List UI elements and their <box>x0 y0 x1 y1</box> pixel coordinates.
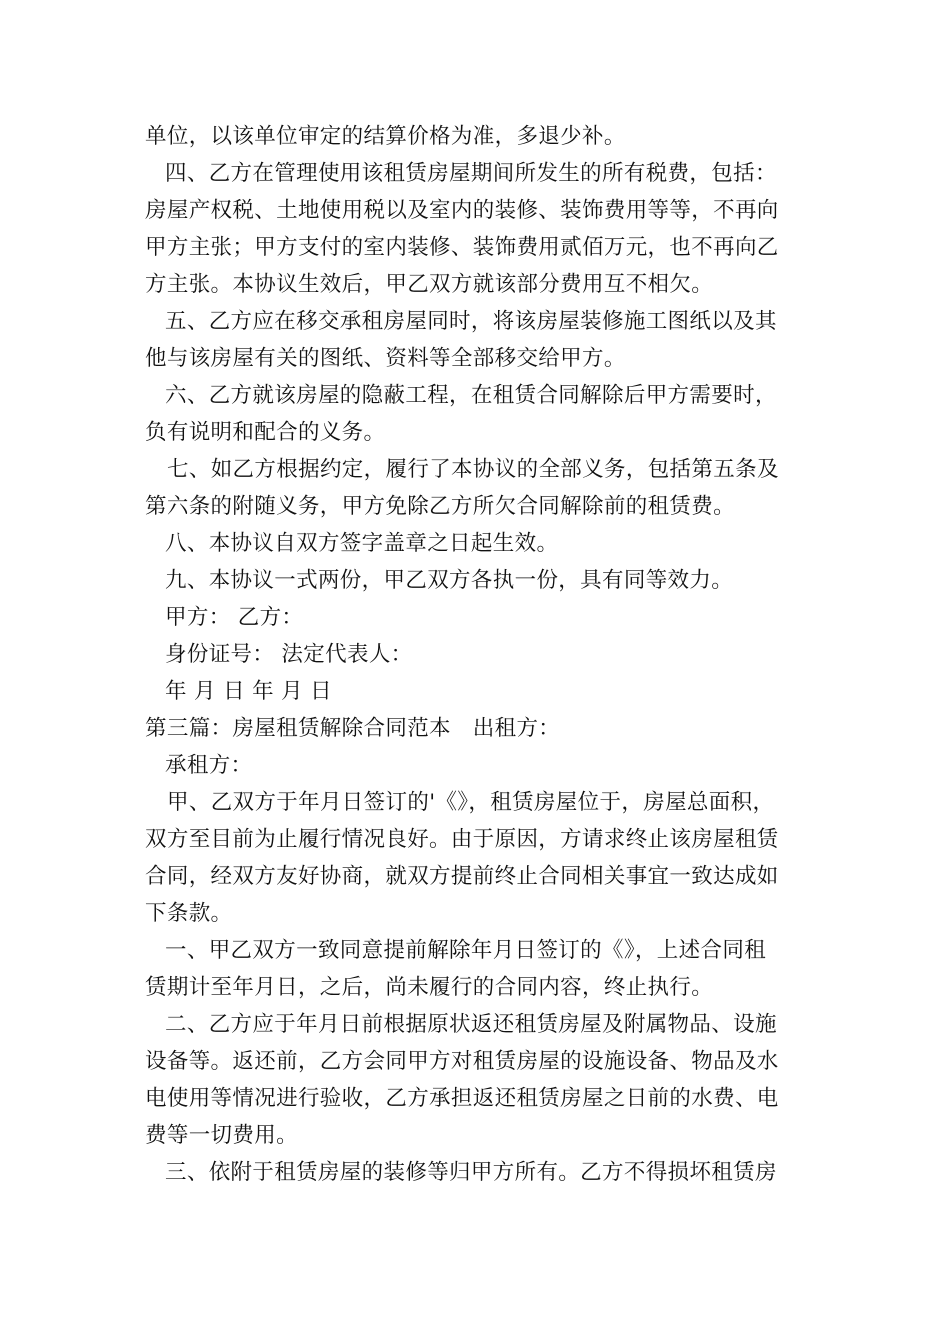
clause-four: 四、乙方在管理使用该租赁房屋期间所发生的所有税费，包括： <box>165 161 777 186</box>
clause-one: 一、甲乙双方一致同意提前解除年月日签订的《》，上述合同租 <box>165 938 767 963</box>
signature-id-fields: 身份证号： 法定代表人： <box>165 642 413 667</box>
text-line: 合同，经双方友好协商，就双方提前终止合同相关事宜一致达成如 <box>145 864 779 889</box>
tenant-label: 承租方： <box>165 753 253 778</box>
signature-parties: 甲方： 乙方： <box>165 605 304 630</box>
text-line: 他与该房屋有关的图纸、资料等全部移交给甲方。 <box>145 346 626 371</box>
text-line: 房屋产权税、土地使用税以及室内的装修、装饰费用等等，不再向 <box>145 198 779 223</box>
text-line: 第六条的附随义务，甲方免除乙方所欠合同解除前的租赁费。 <box>145 494 735 519</box>
document-body <box>145 118 810 1191</box>
text-line: 赁期计至年月日，之后，尚未履行的合同内容，终止执行。 <box>145 975 714 1000</box>
clause-six: 六、乙方就该房屋的隐蔽工程，在租赁合同解除后甲方需要时， <box>165 383 777 408</box>
text-line: 费等一切费用。 <box>145 1123 298 1148</box>
text-line: 单位，以该单位审定的结算价格为准，多退少补。 <box>145 124 626 149</box>
signature-dates: 年 月 日 年 月 日 <box>165 679 333 704</box>
text-line: 甲方主张；甲方支付的室内装修、装饰费用贰佰万元，也不再向乙 <box>145 235 779 260</box>
text-line: 负有说明和配合的义务。 <box>145 420 386 445</box>
clause-three: 三、依附于租赁房屋的装修等归甲方所有。乙方不得损坏租赁房 <box>165 1160 777 1185</box>
clause-five: 五、乙方应在移交承租房屋同时，将该房屋装修施工图纸以及其 <box>165 309 777 334</box>
text-line: 方主张。本协议生效后，甲乙双方就该部分费用互不相欠。 <box>145 272 714 297</box>
clause-seven: 七、如乙方根据约定，履行了本协议的全部义务，包括第五条及 <box>167 457 779 482</box>
preamble: 甲、乙双方于年月日签订的'《》，租赁房屋位于，房屋总面积， <box>167 790 775 815</box>
section-heading: 第三篇：房屋租赁解除合同范本 出租方： <box>145 716 561 741</box>
clause-nine: 九、本协议一式两份，甲乙双方各执一份，具有同等效力。 <box>165 568 734 593</box>
text-line: 下条款。 <box>145 901 233 926</box>
text-line: 双方至目前为止履行情况良好。由于原因，方请求终止该房屋租赁 <box>145 827 779 852</box>
clause-two: 二、乙方应于年月日前根据原状返还租赁房屋及附属物品、设施 <box>165 1012 777 1037</box>
text-line: 电使用等情况进行验收，乙方承担返还租赁房屋之日前的水费、电 <box>145 1086 779 1111</box>
clause-eight: 八、本协议自双方签字盖章之日起生效。 <box>165 531 559 556</box>
text-line: 设备等。返还前，乙方会同甲方对租赁房屋的设施设备、物品及水 <box>145 1049 779 1074</box>
